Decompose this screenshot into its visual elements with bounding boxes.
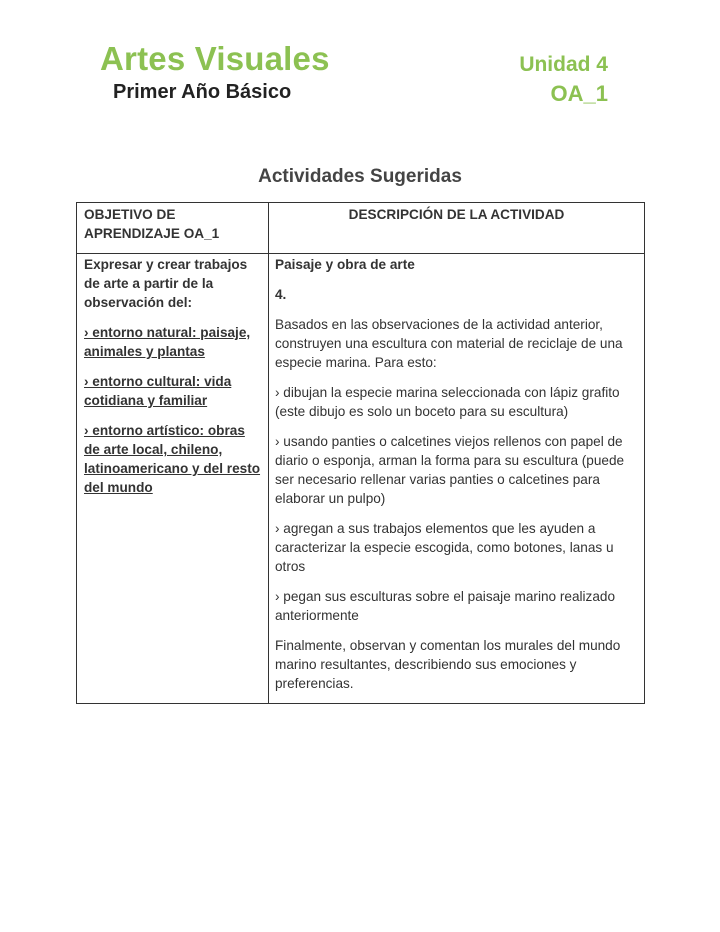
activity-step: › dibujan la especie marina seleccionada con lápiz grafito (este dibujo es solo un boceto para su escultura) <box>275 385 620 419</box>
activity-number: 4. <box>275 287 287 302</box>
objective-item-cultural: › entorno cultural: vida cotidiana y familiar <box>84 374 232 408</box>
objective-cell <box>77 254 269 704</box>
activity-closing: Finalmente, observan y comentan los murales del mundo marino resultantes, describiendo sus emociones y preferencias. <box>275 638 621 691</box>
activity-step: › agregan a sus trabajos elementos que les ayuden a caracterizar la especie escogida, como botones, lanas u otros <box>275 521 614 574</box>
description-column-header: DESCRIPCIÓN DE LA ACTIVIDAD <box>269 203 645 254</box>
activity-intro: Basados en las observaciones de la actividad anterior, construyen una escultura con material de reciclaje de una especie marina. Para esto: <box>275 317 623 370</box>
section-title: Actividades Sugeridas <box>258 166 462 187</box>
description-cell <box>269 254 645 704</box>
objective-code: OA_1 <box>550 81 608 106</box>
table-header-row <box>77 203 645 254</box>
subject-title: Artes Visuales <box>100 40 330 77</box>
activity-title: Paisaje y obra de arte <box>275 257 415 272</box>
objective-column-header: OBJETIVO DE APRENDIZAJE OA_1 <box>77 203 269 254</box>
objective-item-natural: › entorno natural: paisaje, animales y plantas <box>84 325 251 359</box>
activity-step: › usando panties o calcetines viejos rellenos con papel de diario o esponja, arman la forma para su escultura (puede ser necesario rellenar varias panties o calcetines para elaborar un pulpo) <box>275 434 625 506</box>
activity-step: › pegan sus esculturas sobre el paisaje marino realizado anteriormente <box>275 589 616 623</box>
grade-subtitle: Primer Año Básico <box>113 81 292 103</box>
table-row <box>77 254 645 704</box>
objective-text: Expresar y crear trabajos de arte a partir de la observación del: <box>84 257 248 310</box>
activities-table <box>76 202 645 704</box>
unit-label: Unidad 4 <box>519 53 608 76</box>
objective-item-artistic: › entorno artístico: obras de arte local, chileno, latinoamericano y del resto del mundo <box>84 423 261 495</box>
